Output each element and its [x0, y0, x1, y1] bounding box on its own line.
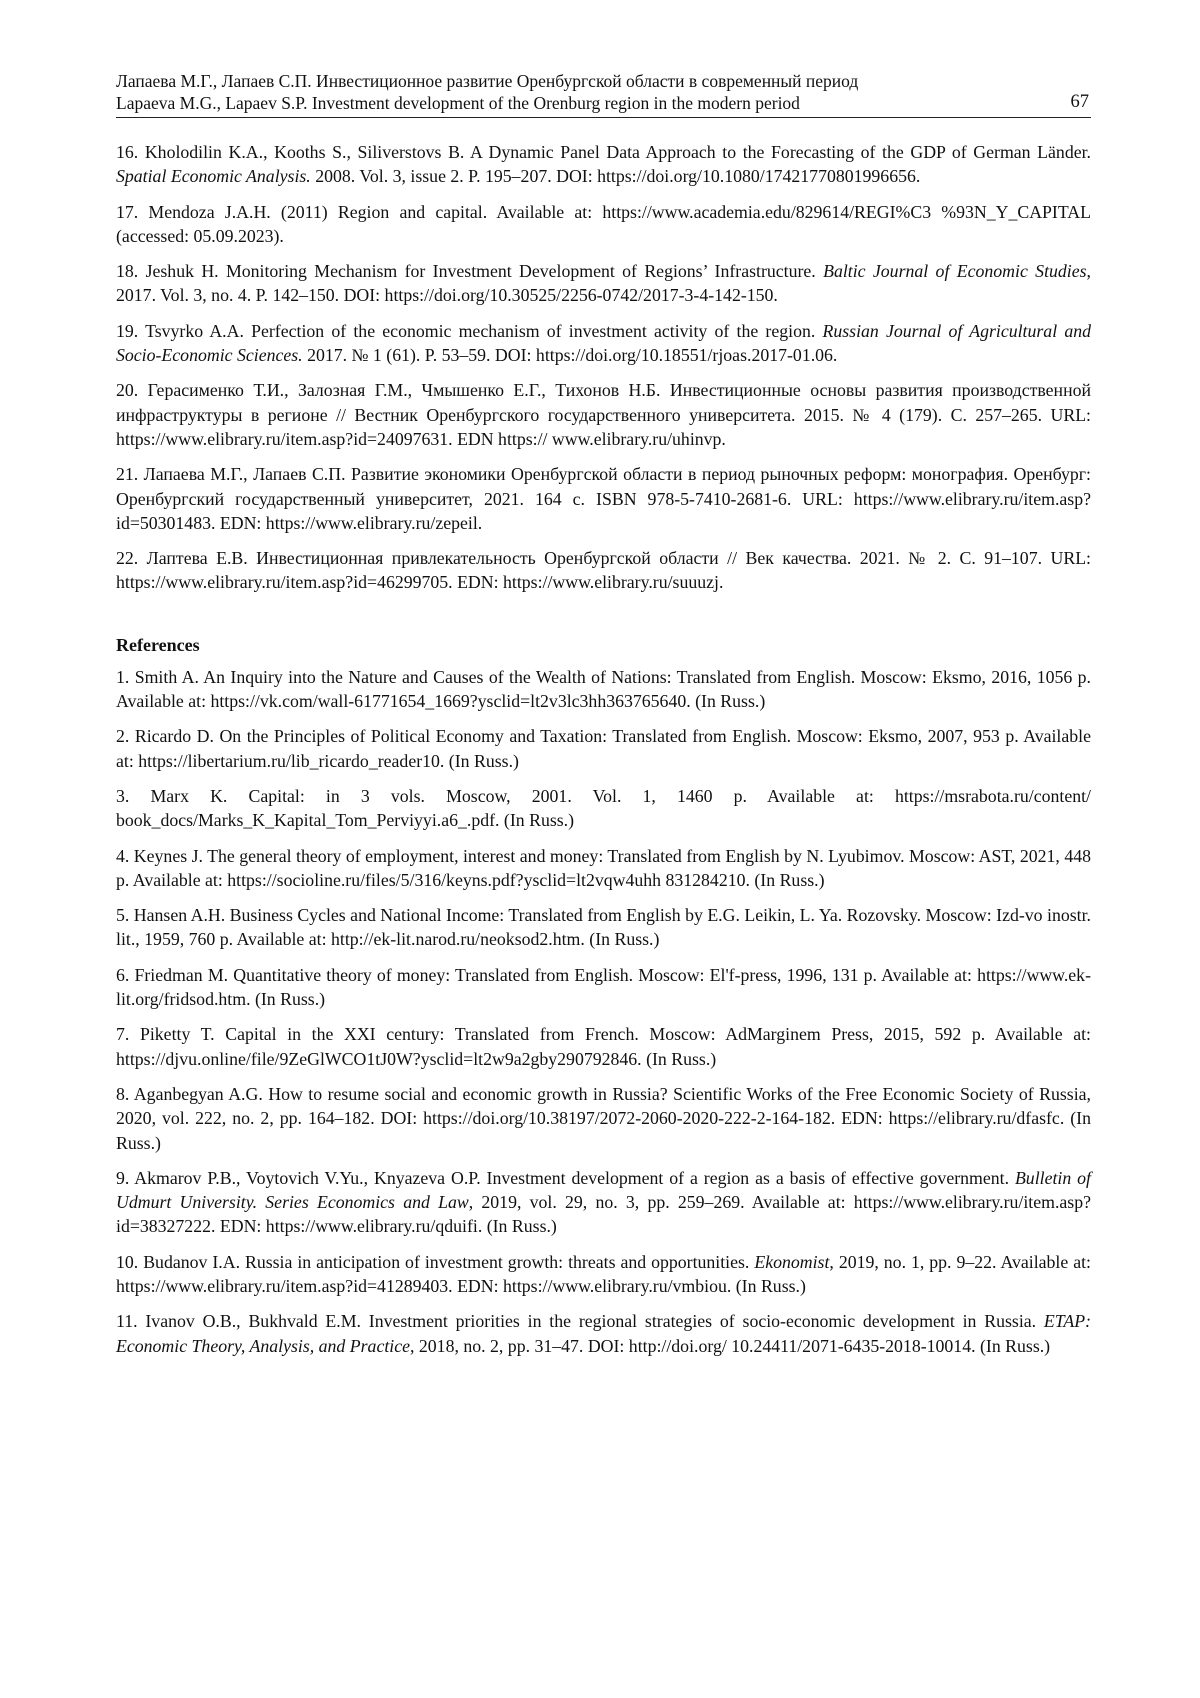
journal-title: Baltic Journal of Economic Studies: [823, 261, 1087, 282]
reference-text: 8. Aganbegyan A.G. How to resume social and economic growth in Russia? Scientific Works of the Free Economic Society of Russia, 2020, vol. 222, no. 2, pp. 164–182. DOI: https://doi.org/10.38197/2072-2060-2020-222-2-164-182. EDN: https://elibrary.ru/dfasfc. (In Russ.): [116, 1083, 1091, 1153]
reference-entry: [116, 140, 1091, 189]
reference-entry: [116, 903, 1091, 952]
reference-text: 22. Лаптева Е.В. Инвестиционная привлекательность Оренбургской области // Век качества. 2021. № 2. С. 91–107. URL: https://www.elibrary.ru/item.asp?id=46299705. EDN: https://www.elibrary.ru/suuuzj.: [116, 548, 1091, 593]
sources-list: [116, 140, 1091, 595]
reference-entry: [116, 319, 1091, 368]
reference-text: 11. Ivanov O.B., Bukhvald E.M. Investment priorities in the regional strategies of socio-economic development in Russia.: [116, 1311, 1044, 1332]
reference-entry: [116, 1082, 1091, 1155]
reference-text: 17. Mendoza J.A.H. (2011) Region and capital. Available at: https://www.academia.edu/829614/REGI%C3 %93N_Y_CAPITAL (accessed: 05.09.2023).: [116, 201, 1091, 246]
reference-details: , 2019, vol. 29, no. 3, pp. 259–269. Available at: https://www.elibrary.ru/item.asp?id=38327222. EDN: https://www.elibrary.ru/qduifi. (In Russ.): [116, 1192, 1091, 1237]
reference-text: 10. Budanov I.A. Russia in anticipation of investment growth: threats and opportunities.: [116, 1251, 755, 1272]
reference-text: 19. Tsvyrko A.A. Perfection of the economic mechanism of investment activity of the region.: [116, 320, 823, 341]
header-title-en: Lapaeva M.G., Lapaev S.P. Investment development of the Orenburg region in the modern period: [116, 93, 800, 113]
reference-details: , 2019, no. 1, pp. 9–22. Available at: https://www.elibrary.ru/item.asp?id=41289403. EDN: https://www.elibrary.ru/vmbiou. (In Russ.): [116, 1251, 1091, 1296]
journal-title: Spatial Economic Analysis.: [116, 166, 311, 187]
reference-entry: [116, 963, 1091, 1012]
reference-entry: [116, 462, 1091, 535]
journal-title: Bulletin of Udmurt University. Series Economics and Law: [116, 1167, 1091, 1213]
reference-entry: [116, 1250, 1091, 1299]
reference-entry: [116, 378, 1091, 451]
page-number: 67: [1070, 92, 1089, 112]
references-heading: References: [116, 634, 200, 655]
reference-entry: [116, 724, 1091, 773]
journal-title: ETAP: Economic Theory, Analysis, and Practice: [116, 1311, 1091, 1356]
reference-text: 6. Friedman M. Quantitative theory of money: Translated from English. Moscow: El'f-press, 1996, 131 p. Available at: https://www.ek-lit.org/fridsod.htm. (In Russ.): [116, 964, 1091, 1010]
reference-text: 9. Akmarov P.B., Voytovich V.Yu., Knyazeva O.P. Investment development of a region as a basis of effective government.: [116, 1167, 1015, 1188]
reference-entry: [116, 844, 1091, 893]
reference-entry: [116, 259, 1091, 308]
references-list: [116, 665, 1091, 1358]
journal-title: Ekonomist: [754, 1251, 830, 1272]
reference-entry: [116, 1022, 1091, 1071]
reference-text: 16. Kholodilin K.A., Kooths S., Siliverstovs B. A Dynamic Panel Data Approach to the Forecasting of the GDP of German Länder.: [116, 142, 1091, 162]
reference-details: , 2017. Vol. 3, no. 4. P. 142–150. DOI: https://doi.org/10.30525/2256-0742/2017-3-4-142-150.: [116, 261, 1091, 306]
reference-details: , 2018, no. 2, pp. 31–47. DOI: http://doi.org/ 10.24411/2071-6435-2018-10014. (In Russ.): [410, 1335, 1051, 1356]
reference-entry: [116, 784, 1091, 833]
reference-text: 5. Hansen A.H. Business Cycles and National Income: Translated from English by E.G. Leikin, L. Ya. Rozovsky. Moscow: Izd-vo inostr. lit., 1959, 760 p. Available at: http://ek-lit.narod.ru/neoksod2.htm. (In Russ.): [116, 905, 1091, 950]
page: [116, 70, 1091, 1369]
reference-entry: [116, 200, 1091, 249]
reference-details: 2017. № 1 (61). P. 53–59. DOI: https://doi.org/10.18551/rjoas.2017-01.06.: [302, 345, 838, 366]
reference-entry: [116, 1166, 1091, 1239]
reference-text: 1. Smith A. An Inquiry into the Nature and Causes of the Wealth of Nations: Translated from English. Moscow: Eksmo, 2016, 1056 p. Available at: https://vk.com/wall-61771654_1669?ysclid=lt2v3lc3hh363765640. (In Russ.): [116, 666, 1091, 712]
reference-details: 2008. Vol. 3, issue 2. P. 195–207. DOI: https://doi.org/10.1080/17421770801996656.: [310, 166, 921, 187]
reference-entry: [116, 546, 1091, 595]
journal-title: Russian Journal of Agricultural and Socio-Economic Sciences.: [116, 320, 1091, 366]
reference-text: 18. Jeshuk H. Monitoring Mechanism for Investment Development of Regions’ Infrastructure.: [116, 261, 824, 282]
reference-text: 4. Keynes J. The general theory of employment, interest and money: Translated from English by N. Lyubimov. Moscow: AST, 2021, 448 p. Available at: https://socioline.ru/files/5/316/keyns.pdf?ysclid=lt2vqw4uhh 831284210. (In Russ.): [116, 845, 1091, 890]
header-title-ru: Лапаева М.Г., Лапаев С.П. Инвестиционное развитие Оренбургской области в современный период: [116, 71, 859, 91]
running-header: [116, 70, 1091, 118]
reference-text: 21. Лапаева М.Г., Лапаев С.П. Развитие экономики Оренбургской области в период рыночных реформ: монография. Оренбург: Оренбургский государственный университет, 2021. 164 с. ISBN 978-5-7410-2681-6. URL: https://www.elibrary.ru/item.asp?id=50301483. EDN: https://www.elibrary.ru/zepeil.: [116, 464, 1091, 533]
reference-text: 3. Marx K. Capital: in 3 vols. Moscow, 2001. Vol. 1, 1460 p. Available at: https://msrabota.ru/content/ book_docs/Marks_K_Kapital_Tom_Perviyyi.a6_.pdf. (In Russ.): [116, 785, 1091, 831]
reference-text: 20. Герасименко Т.И., Залозная Г.М., Чмышенко Е.Г., Тихонов Н.Б. Инвестиционные основы развития производственной инфраструктуры в регионе // Вестник Оренбургского государственного университета. 2015. № 4 (179). С. 257–265. URL: https://www.elibrary.ru/item.asp?id=24097631. EDN https:// www.elibrary.ru/uhinvp.: [116, 380, 1091, 449]
reference-text: 7. Piketty T. Capital in the XXI century: Translated from French. Moscow: AdMarginem Press, 2015, 592 p. Available at: https://djvu.online/file/9ZeGlWCO1tJ0W?ysclid=lt2w9a2gby290792846. (In Russ.): [116, 1024, 1091, 1069]
reference-text: 2. Ricardo D. On the Principles of Political Economy and Taxation: Translated from English. Moscow: Eksmo, 2007, 953 p. Available at: https://libertarium.ru/lib_ricardo_reader10. (In Russ.): [116, 726, 1091, 771]
reference-entry: [116, 1309, 1091, 1358]
reference-entry: [116, 665, 1091, 714]
